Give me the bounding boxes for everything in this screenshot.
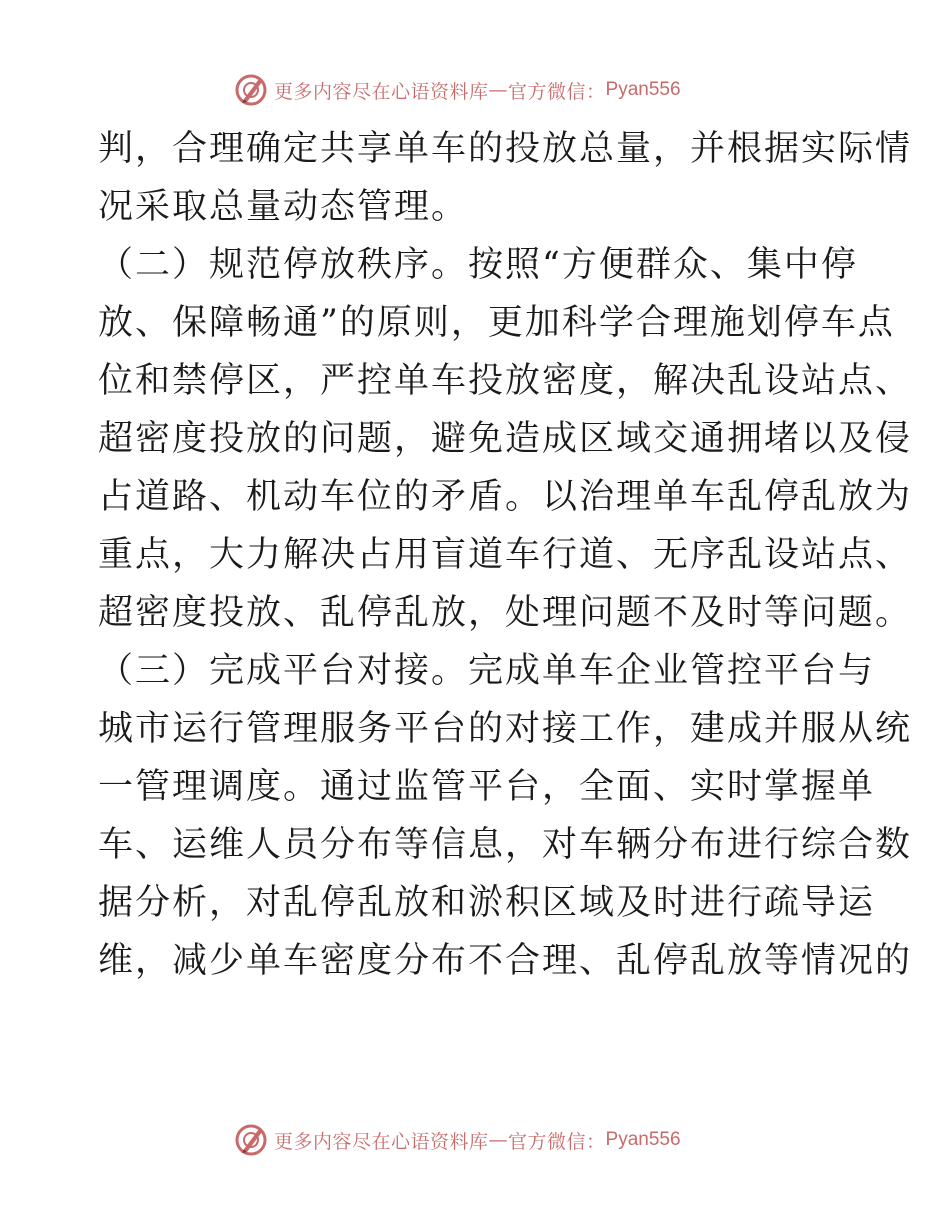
watermark-label: 官方微信： <box>508 1130 606 1153</box>
watermark-logo-icon <box>234 1123 268 1157</box>
document-body <box>98 120 913 990</box>
paragraph-2 <box>98 236 913 642</box>
watermark-separator: — <box>488 79 509 101</box>
watermark-account: Pyan556 <box>605 1129 681 1150</box>
text-line: 占道路、机动车位的矛盾。以治理单车乱停乱放为 <box>98 477 913 517</box>
section-heading-line: （三）完成平台对接。完成单车企业管控平台与 <box>98 651 876 691</box>
text-line: 超密度投放、乱停乱放，处理问题不及时等问题。 <box>98 593 913 633</box>
text-line: 一管理调度。通过监管平台，全面、实时掌握单 <box>98 767 876 807</box>
text-line: 车、运维人员分布等信息，对车辆分布进行综合数 <box>98 825 913 865</box>
watermark-text: 更多内容尽在心语资料库 <box>274 1130 489 1153</box>
text-line: 据分析，对乱停乱放和淤积区域及时进行疏导运 <box>98 883 876 923</box>
text-line: 维，减少单车密度分布不合理、乱停乱放等情况的 <box>98 941 913 981</box>
text-line: 放、保障畅通”的原则，更加科学合理施划停车点 <box>98 303 895 343</box>
watermark-label: 官方微信： <box>508 80 606 103</box>
footer-watermark <box>234 1122 681 1158</box>
text-line: 况采取总量动态管理。 <box>98 187 469 227</box>
text-line: 重点，大力解决占用盲道车行道、无序乱设站点、 <box>98 535 913 575</box>
text-line: 判，合理确定共享单车的投放总量，并根据实际情 <box>98 129 913 169</box>
text-line: 超密度投放的问题，避免造成区域交通拥堵以及侵 <box>98 419 913 459</box>
text-line: 位和禁停区，严控单车投放密度，解决乱设站点、 <box>98 361 913 401</box>
watermark-account: Pyan556 <box>605 79 681 100</box>
watermark-separator: — <box>488 1129 509 1151</box>
watermark-logo-icon <box>234 73 268 107</box>
paragraph-3 <box>98 642 913 990</box>
watermark-text: 更多内容尽在心语资料库 <box>274 80 489 103</box>
section-heading-line: （二）规范停放秩序。按照“方便群众、集中停 <box>98 245 858 285</box>
text-line: 城市运行管理服务平台的对接工作，建成并服从统 <box>98 709 913 749</box>
header-watermark <box>234 72 681 108</box>
paragraph-1 <box>98 120 913 236</box>
